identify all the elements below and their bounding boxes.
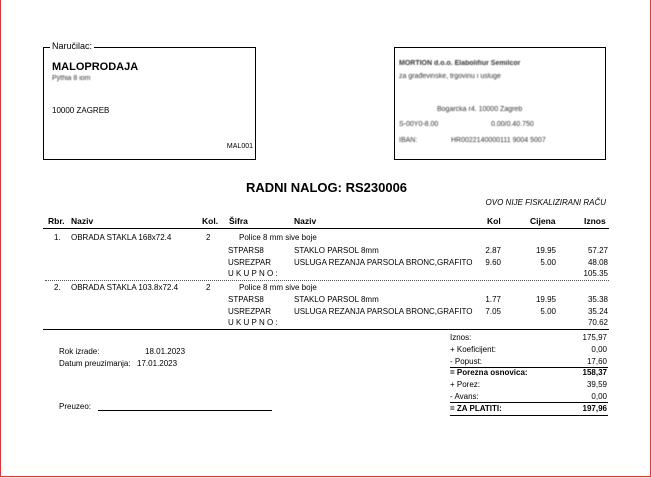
line-sifra: USREZPAR [228,258,271,267]
customer-legend: Naručilac: [52,41,93,51]
summary-value: 197,96 [582,404,607,413]
summary-value: 0,00 [591,345,607,354]
line-cijena: 5.00 [540,258,556,267]
supplier-box [394,47,606,160]
col-header-kol2: Kol [487,216,501,226]
line-cijena: 19.95 [535,246,556,255]
table-bottom-divider [43,329,609,330]
supplier-line-1: MORTION d.o.o. Elabolifiur Semilcor [399,60,521,67]
rok-value: 18.01.2023 [145,347,186,356]
line-cijena: 19.95 [535,295,556,304]
summary-value: 175,97 [582,333,607,342]
line-kol: 2.87 [485,246,501,255]
line-naziv: STAKLO PARSOL 8mm [294,295,379,304]
customer-name: MALOPRODAJA [52,61,139,73]
line-sifra: USREZPAR [228,307,271,316]
col-header-rbr: Rbr. [48,216,65,226]
item-divider [45,280,609,281]
item-total-label: U K U P N O : [228,318,278,327]
line-sifra: STPARS8 [228,246,264,255]
col-header-iznos: Iznos [584,216,606,226]
document-title: RADNI NALOG: RS230006 [245,180,408,195]
customer-code: MAL001 [226,143,253,150]
supplier-line-4a: S-00Y0-8.00 [399,121,439,128]
item-naziv: OBRADA STAKLA 168x72.4 [71,233,172,242]
header-divider [43,228,609,229]
line-iznos: 35.38 [587,295,608,304]
summary-label: = ZA PLATITI: [450,404,502,413]
col-header-cijena: Cijena [530,216,556,226]
line-iznos: 48.08 [587,258,608,267]
line-kol: 1.77 [485,295,501,304]
summary-value: 0,00 [591,392,607,401]
item-kol: 2 [206,283,211,292]
fiscal-note: OVO NIJE FISKALIZIRANI RAČU [485,198,606,207]
summary-label: = Porezna osnovica: [450,368,528,377]
line-naziv: STAKLO PARSOL 8mm [294,246,379,255]
summary-label: - Avans: [450,392,479,401]
line-iznos: 35.24 [587,307,608,316]
supplier-line-3: Bogarćka r4. 10000 Zagreb [437,106,523,113]
col-header-kol: Kol. [202,216,219,226]
supplier-line-2: za građevinske, trgovinu i usluge [399,73,501,80]
summary-bottom-line [450,415,608,416]
summary-label: Iznos: [450,333,472,342]
summary-label: + Koeficijent: [450,345,497,354]
rok-label: Rok izrade: [59,347,100,356]
item-naziv: OBRADA STAKLA 103.8x72.4 [71,283,179,292]
line-cijena: 5.00 [540,307,556,316]
supplier-line-5b: HR0022140000111 9004 5007 [451,137,546,144]
col-header-naziv2: Naziv [294,216,317,226]
line-sifra: STPARS8 [228,295,264,304]
customer-box [43,41,256,160]
item-kol: 2 [206,233,211,242]
item-rbr: 1. [54,233,61,242]
summary-divider [450,402,608,403]
item-desc: Police 8 mm sive boje [239,283,317,292]
summary-value: 39,59 [586,380,607,389]
supplier-line-4b: 0.00/0.40.750 [491,121,534,128]
line-naziv: USLUGA REZANJA PARSOLA BRONC,GRAFITO [294,258,473,267]
customer-address: Pýthia 8 iom [52,75,91,82]
summary-value: 158,37 [582,368,607,377]
col-header-naziv: Naziv [71,216,94,226]
summary-label: - Popust: [450,357,483,366]
signature-line [98,410,272,411]
preuz-label: Datum preuzimanja: [59,359,131,368]
preuzeo-label: Preuzeo: [59,402,92,411]
customer-city: 10000 ZAGREB [52,106,110,115]
item-rbr: 2. [54,283,61,292]
item-total-label: U K U P N O : [228,269,278,278]
line-kol: 9.60 [485,258,501,267]
line-iznos: 57.27 [587,246,608,255]
col-header-sifra: Šifra [229,216,248,226]
supplier-line-5a: IBAN: [399,137,418,144]
line-kol: 7.05 [485,307,501,316]
summary-label: + Porez: [450,380,481,389]
line-naziv: USLUGA REZANJA PARSOLA BRONC,GRAFITO [294,307,473,316]
item-total: 70.62 [587,318,608,327]
item-total: 105.35 [583,269,608,278]
summary-value: 17,60 [586,357,607,366]
item-desc: Police 8 mm sive boje [239,233,317,242]
preuz-value: 17.01.2023 [137,359,178,368]
